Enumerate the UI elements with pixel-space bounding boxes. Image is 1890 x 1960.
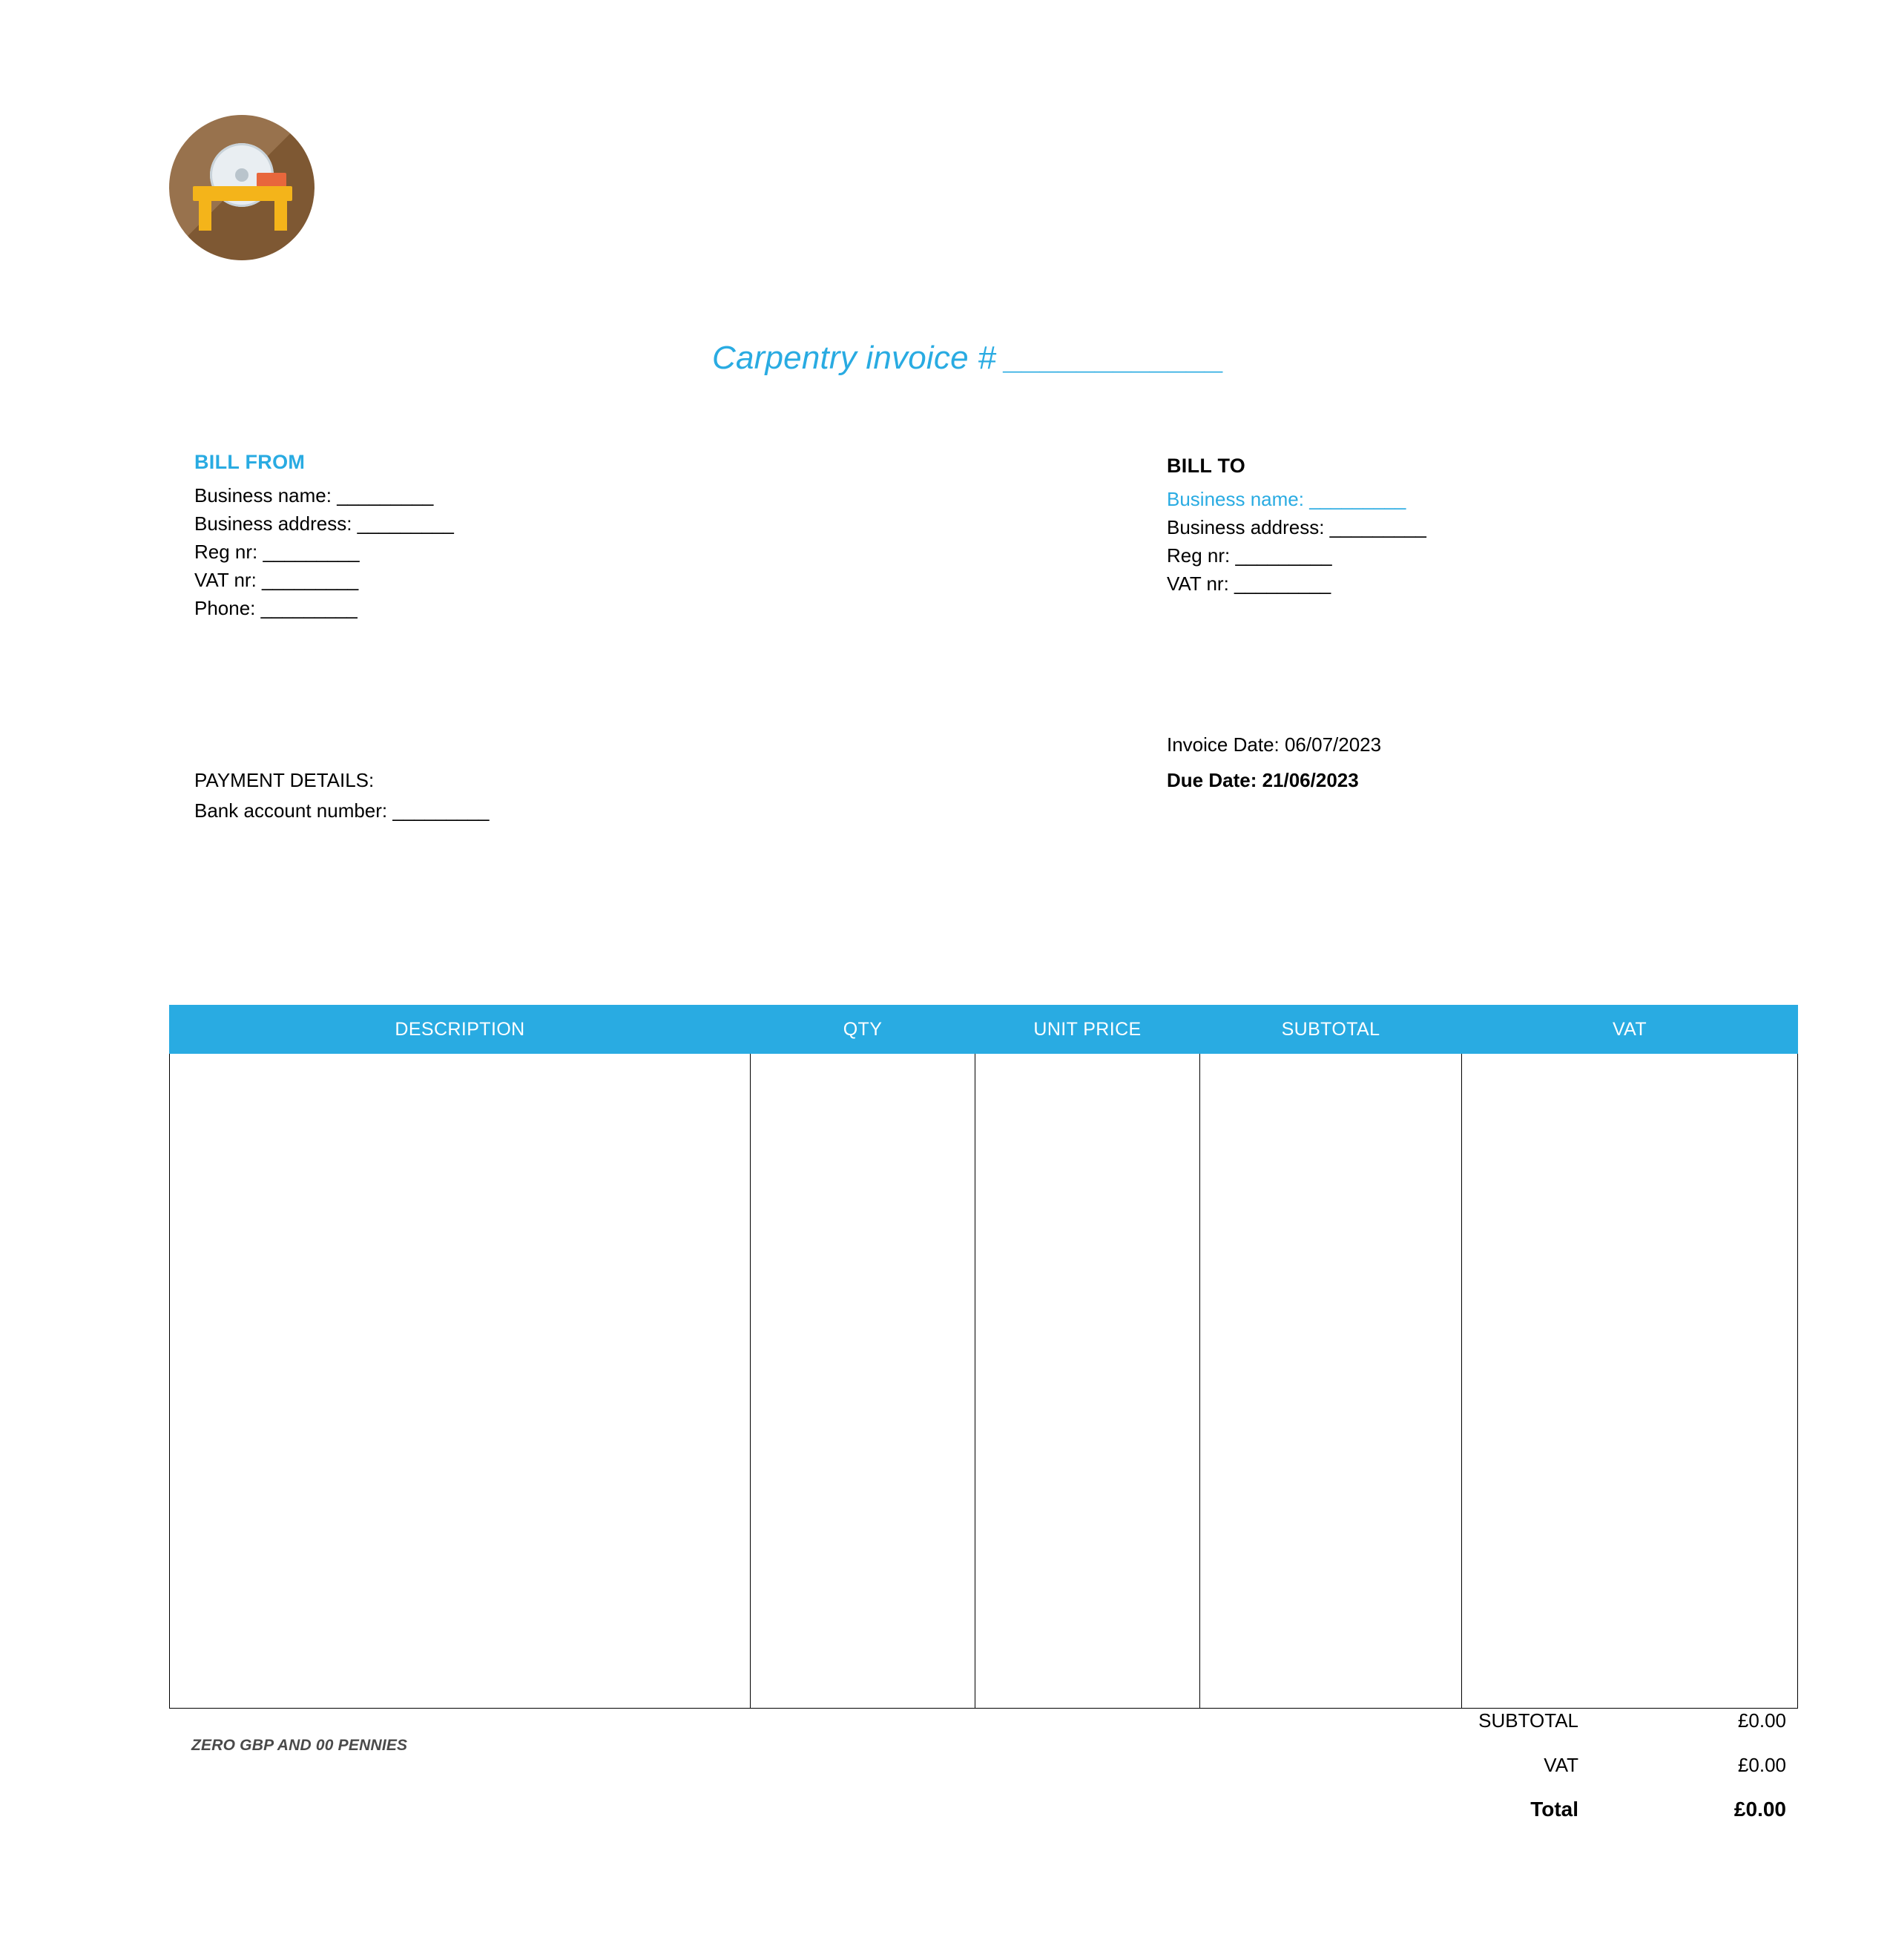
line-items-table [169,1005,1798,1709]
totals-subtotal-value: £0.00 [1737,1709,1786,1732]
totals-block [1157,1698,1786,1832]
totals-vat-label: VAT [1544,1754,1578,1776]
totals-vat-value: £0.00 [1737,1754,1786,1776]
bench-accent-shape [257,173,286,187]
bench-top-shape [193,186,292,201]
amount-in-words: ZERO GBP AND 00 PENNIES [191,1737,408,1754]
company-logo [169,115,315,260]
bank-account-number: Bank account number: _________ [194,799,490,822]
bench-leg-left-shape [199,199,211,231]
cell-description[interactable] [170,1054,751,1709]
column-header-vat: VAT [1462,1006,1798,1054]
bill-from-business-name: Business name: _________ [194,484,434,507]
totals-total-value: £0.00 [1733,1798,1786,1821]
payment-details-block [194,765,490,826]
bill-to-block [1167,455,1686,598]
totals-vat-row [1157,1743,1786,1787]
bill-from-vat-nr: VAT nr: _________ [194,569,359,591]
column-header-qty: QTY [751,1006,975,1054]
column-header-description: DESCRIPTION [170,1006,751,1054]
carpentry-workbench-saw-icon [169,115,315,260]
payment-details-heading: PAYMENT DETAILS: [194,769,375,791]
cell-vat[interactable] [1462,1054,1798,1709]
bill-from-reg-nr: Reg nr: _________ [194,541,360,563]
due-date: Due Date: 21/06/2023 [1167,769,1359,791]
invoice-date: Invoice Date: 06/07/2023 [1167,733,1382,756]
column-header-subtotal: SUBTOTAL [1200,1006,1462,1054]
totals-total-row [1157,1787,1786,1832]
bill-from-phone: Phone: _________ [194,597,358,619]
cell-subtotal[interactable] [1200,1054,1462,1709]
totals-subtotal-row [1157,1698,1786,1743]
totals-subtotal-label: SUBTOTAL [1478,1709,1578,1732]
bench-leg-right-shape [274,199,287,231]
bill-from-business-address: Business address: _________ [194,512,454,535]
table-row [170,1054,1798,1709]
cell-unit-price[interactable] [975,1054,1200,1709]
bill-from-block [194,451,714,622]
column-header-unit-price: UNIT PRICE [975,1006,1200,1054]
page-title: Carpentry invoice # ____________ [712,340,1225,376]
dates-block [1167,727,1381,798]
cell-qty[interactable] [751,1054,975,1709]
table-header-row [170,1006,1798,1054]
totals-total-label: Total [1530,1798,1578,1821]
bill-to-reg-nr: Reg nr: _________ [1167,544,1332,567]
bill-to-heading: BILL TO [1167,455,1246,477]
bill-from-heading: BILL FROM [194,451,306,473]
bill-to-business-address: Business address: _________ [1167,516,1426,538]
bill-to-vat-nr: VAT nr: _________ [1167,573,1331,595]
bill-to-business-name: Business name: _________ [1167,488,1406,510]
